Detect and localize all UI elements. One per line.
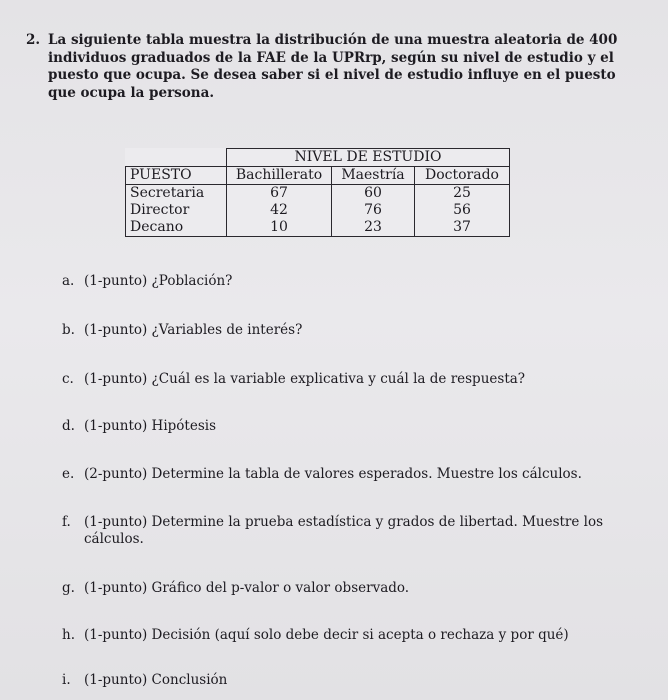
table-cell: 76 (332, 202, 415, 219)
table-cell: 42 (227, 202, 332, 219)
table-row (126, 219, 510, 237)
table-cell: 10 (227, 219, 332, 237)
problem-number: 2. (26, 32, 41, 48)
question-label: c. (62, 371, 74, 387)
question-label: g. (62, 580, 75, 596)
problem-statement (26, 32, 626, 102)
question-label: e. (62, 466, 75, 482)
question-text: (1-punto) ¿Cuál es la variable explicativa y cuál la de respuesta? (84, 371, 526, 387)
question-b (62, 322, 622, 339)
table-cell: 67 (227, 185, 332, 203)
question-label: i. (62, 672, 71, 688)
question-e (62, 466, 622, 483)
question-label: h. (62, 627, 75, 643)
question-g (62, 580, 622, 597)
question-text: (1-punto) Decisión (aquí solo debe decir si acepta o rechaza y por qué) (84, 627, 569, 643)
question-d (62, 418, 622, 435)
question-a (62, 273, 622, 290)
question-h (62, 627, 622, 644)
question-text: (1-punto) ¿Variables de interés? (84, 322, 303, 338)
question-i (62, 672, 622, 689)
problem-text: La siguiente tabla muestra la distribución de una muestra aleatoria de 400 individuos graduados de la FAE de la UPRrp, según su nivel de estudio y el puesto que ocupa. Se desea saber si el nivel de estudio influye en el puesto que ocupa la persona. (48, 32, 618, 101)
table-cell: 56 (415, 202, 510, 219)
question-text: (1-punto) Determine la prueba estadística y grados de libertad. Muestre los cálculos. (84, 514, 604, 547)
question-label: f. (62, 514, 71, 530)
question-text: (1-punto) ¿Población? (84, 273, 233, 289)
table-row (126, 202, 510, 219)
question-text: (1-punto) Gráfico del p-valor o valor observado. (84, 580, 410, 596)
row-label: Director (126, 202, 227, 219)
row-header: PUESTO (126, 167, 227, 185)
question-label: d. (62, 418, 75, 434)
question-text: (1-punto) Hipótesis (84, 418, 217, 434)
question-f (62, 514, 622, 548)
row-label: Secretaria (126, 185, 227, 203)
table-cell: 25 (415, 185, 510, 203)
table-corner (126, 149, 227, 167)
table-cell: 23 (332, 219, 415, 237)
column-header: Doctorado (415, 167, 510, 185)
group-header: NIVEL DE ESTUDIO (227, 149, 510, 167)
contingency-table (125, 148, 510, 237)
table-cell: 37 (415, 219, 510, 237)
column-header: Maestría (332, 167, 415, 185)
table-row (126, 185, 510, 203)
question-label: b. (62, 322, 75, 338)
column-header: Bachillerato (227, 167, 332, 185)
question-c (62, 371, 622, 388)
row-label: Decano (126, 219, 227, 237)
question-text: (2-punto) Determine la tabla de valores esperados. Muestre los cálculos. (84, 466, 582, 482)
table-cell: 60 (332, 185, 415, 203)
question-text: (1-punto) Conclusión (84, 672, 228, 688)
question-label: a. (62, 273, 75, 289)
